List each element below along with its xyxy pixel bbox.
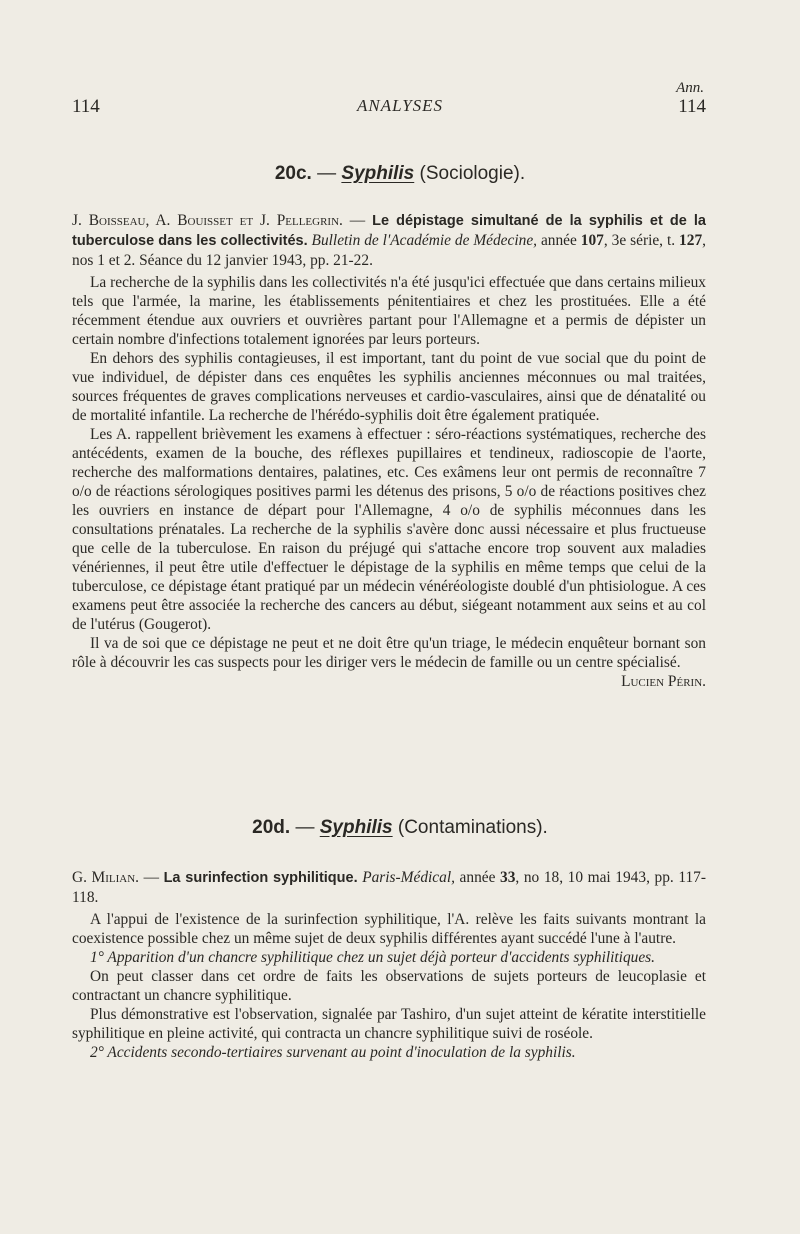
section-topic: Syphilis [341,163,415,184]
heading-dash: — [311,163,342,184]
paragraph: Les A. rappellent brièvement les examens à effectuer : séro-réactions systématiques, recherche des antécédents, examen de la bouche, des réflexes pupillaires et tendineux, radioscopie de l'aorte, recherche des malformations dentaires, palatines, etc. Ces exâmens leur ont permis de reconnaître 7 o/o de réactions sérologiques positives parmi les détenus des prisons, 5 o/o de réactions positives chez les ouvriers en instance de départ pour l'Allemagne, 4 o/o de syphilis méconnues dans les consultations prénatales. La recherche de la syphilis s'avère donc aussi nécessaire et plus fructueuse que celle de la tuberculose. En raison du préjugé qui s'attache encore trop souvent aux maladies vénériennes, il peut être utile d'effectuer le dépistage de la syphilis en même temps que celui de la tuberculose, ce dépistage étant pratiqué par un médecin vénéréologiste doublé d'un phtisiologue. A ces examens peut être associée la recherche des cancers au début, siégeant notamment aux seins et au col de l'utérus (Gougerot). [72,426,706,633]
section-subtitle: (Contaminations). [392,817,548,838]
ref-year-number: 107 [580,232,604,249]
signature-line [72,672,706,691]
section-number: 20d. [252,817,291,838]
ref-tome: 127 [679,232,703,249]
ref-authors: J. Boisseau, A. Bouisset et J. Pellegrin. — [72,212,373,229]
ref-details: , no 18, 10 mai 1943, pp. 117-118. [72,869,706,906]
paragraph: Il va de soi que ce dépistage ne peut et ne doit être qu'un triage, le médecin enquêteur bornant son rôle à découvrir les cas suspects pour les diriger vers le médecin de famille ou un centre spécialisé. [72,635,706,671]
ref-series: , 3e série, t. [603,232,680,249]
section-topic: Syphilis [319,817,393,838]
running-title: ANALYSES [356,96,444,115]
ref-year-label: année [537,232,581,249]
paragraph: Plus démonstrative est l'observation, signalée par Tashiro, d'un sujet atteint de kératite interstitielle syphilitique en pleine activité, qui contracta un chancre syphilitique suivi de roséole. [72,1006,706,1042]
ref-year-label: année [454,869,501,886]
paragraph: La recherche de la syphilis dans les collectivités n'a été jusqu'ici effectuée que dans certains milieux tels que l'armée, la marine, les établissements pénitentiaires et chez les prostituées. Elle a été récemment étendue aux ouvriers et ouvrières partant pour l'Allemagne et a permis de dépister un certain nombre d'infections totalement ignorées par leurs porteurs. [72,274,706,348]
numbered-item: 1° Apparition d'un chancre syphilitique chez un sujet déjà porteur d'accidents syphilitiques. [90,949,656,966]
ref-details: , nos 1 et 2. Séance du 12 janvier 1943, pp. 21-22. [72,232,706,269]
ref-authors: G. Milian. — [72,869,164,886]
ref-year-number: 33 [500,869,516,886]
reference-20d [72,868,706,907]
paragraph: A l'appui de l'existence de la surinfection syphilitique, l'A. relève les faits suivants montrant la coexistence possible chez un même sujet de deux syphilis différentes ayant succédé l'une à l'autre. [72,911,706,947]
author-signature: Lucien Périn. [621,673,706,690]
paragraph: On peut classer dans cet ordre de faits les observations de sujets porteurs de leucoplasie et contractant un chancre syphilitique. [72,968,706,1004]
heading-dash: — [290,817,320,838]
page-number-left: 114 [72,96,100,117]
article-body-20c [72,273,706,691]
paragraph: En dehors des syphilis contagieuses, il est important, tant du point de vue social que du point de vue individuel, de dépister dans ces enquêtes les syphilis anciennes méconnues ou mal traitées, sources fréquentes de graves complications nerveuses et cardio-vasculaires, ainsi que de dénatalité ou de mortalité infantile. La recherche de l'hérédo-syphilis doit être également pratiquée. [72,350,706,424]
ref-journal: Paris-Médical, [357,869,455,886]
ref-title: Le dépistage simultané de la syphilis et de la tuberculose dans les collectivités. [72,213,706,249]
article-body-20d [72,910,706,1062]
section-subtitle: (Sociologie). [414,163,526,184]
section-heading-20c [0,163,800,185]
header-note: Ann. [676,80,704,96]
section-number: 20c. [274,163,312,184]
ref-title: La surinfection syphilitique. [163,870,358,886]
ref-journal: Bulletin de l'Académie de Médecine, [307,232,537,249]
numbered-item: 2° Accidents secondo-tertiaires survenant au point d'inoculation de la syphilis. [90,1044,576,1061]
section-heading-20d [0,817,800,839]
reference-20c [72,211,706,270]
page-number-right: 114 [678,96,706,117]
